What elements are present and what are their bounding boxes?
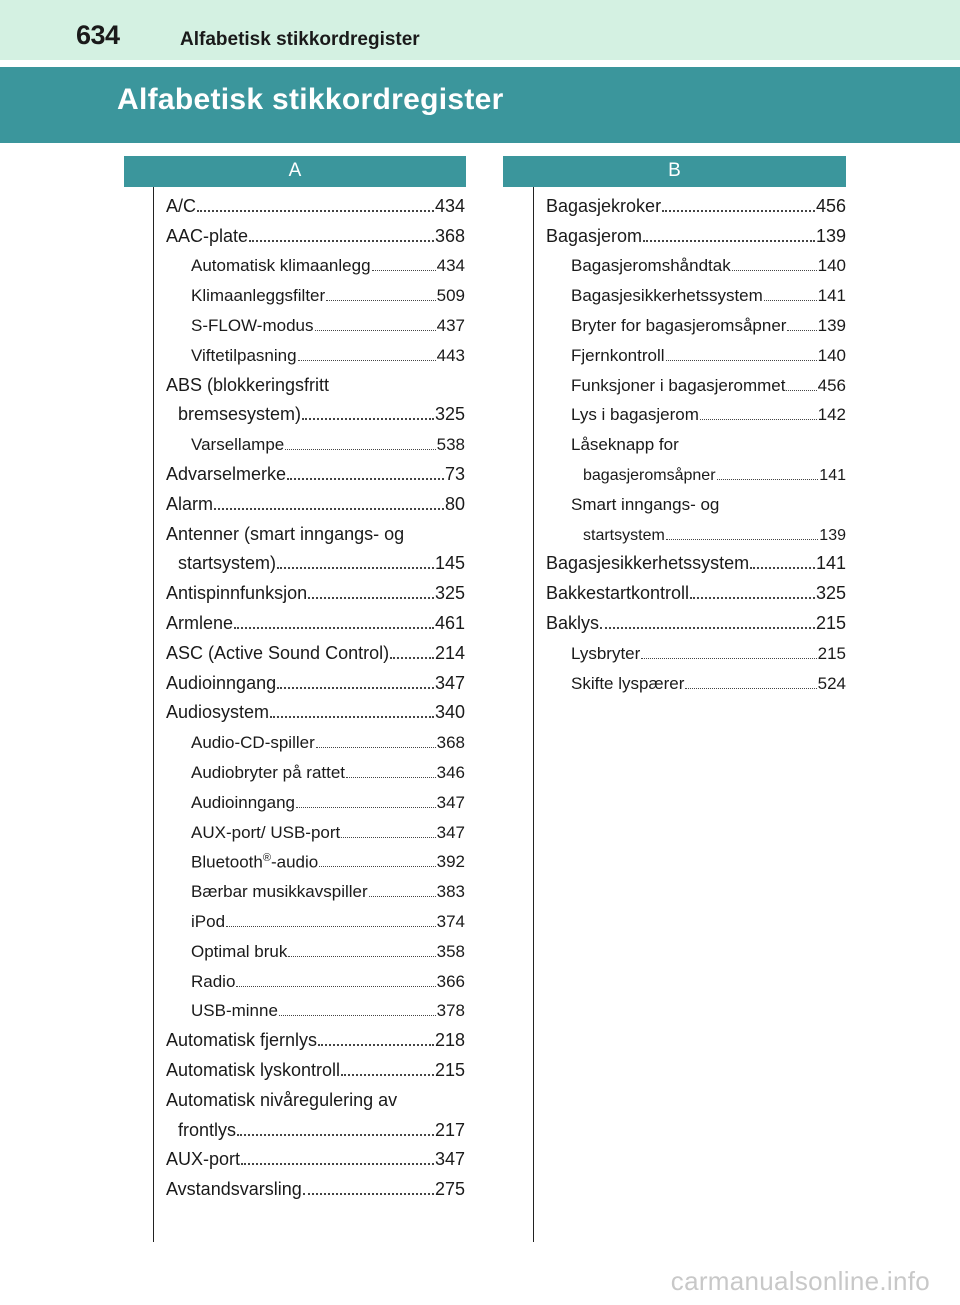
index-entry[interactable] xyxy=(166,992,465,1022)
index-entry-label: Bærbar musikkavspiller xyxy=(191,882,368,902)
index-entry-label: Fjernkontroll xyxy=(571,345,665,365)
dot-leader xyxy=(287,477,444,480)
index-entry-label: frontlys xyxy=(178,1119,237,1140)
dot-leader xyxy=(279,1014,436,1016)
index-entry-label: Smart inngangs- og xyxy=(571,494,720,514)
dot-leader xyxy=(318,1043,434,1046)
dot-leader xyxy=(717,478,819,480)
index-entry-page[interactable]: 215 xyxy=(434,1059,465,1080)
index-entry-label: Lysbryter xyxy=(571,643,641,663)
index-entry-label: Bakkestartkontroll xyxy=(546,583,690,604)
index-entry-page[interactable]: 325 xyxy=(815,583,846,604)
index-entry-page[interactable]: 347 xyxy=(436,822,465,842)
dot-leader xyxy=(685,687,816,689)
index-entry-page[interactable]: 141 xyxy=(817,286,846,306)
dot-leader xyxy=(390,656,434,659)
index-entry[interactable] xyxy=(166,336,465,366)
index-entry-page[interactable]: 392 xyxy=(436,852,465,872)
column-rule-a xyxy=(153,187,154,1242)
index-entry[interactable] xyxy=(166,872,465,902)
index-entry[interactable] xyxy=(546,306,846,336)
column-header-b: B xyxy=(503,156,846,187)
index-entry-page[interactable]: 140 xyxy=(817,256,846,276)
dot-leader xyxy=(277,686,434,689)
index-entry[interactable] xyxy=(546,574,846,604)
section-title: Alfabetisk stikkordregister xyxy=(117,83,504,116)
column-rule-b xyxy=(533,187,534,1242)
index-entry[interactable] xyxy=(166,396,465,426)
index-entry[interactable] xyxy=(166,1081,465,1111)
index-entry-label: Audio-CD-spiller xyxy=(191,733,315,753)
dot-leader xyxy=(700,418,817,420)
index-entry[interactable] xyxy=(166,1111,465,1141)
index-entry-page[interactable]: 140 xyxy=(817,345,846,365)
dot-leader xyxy=(249,239,434,242)
index-entry[interactable] xyxy=(546,604,846,634)
index-entry-label: Viftetilpasning xyxy=(191,345,297,365)
index-entry-label: Audiosystem xyxy=(166,702,270,723)
index-entry[interactable] xyxy=(546,485,846,515)
index-entry-page[interactable]: 456 xyxy=(817,375,846,395)
dot-leader xyxy=(372,269,436,271)
index-entry[interactable] xyxy=(166,366,465,396)
index-entry-page[interactable]: 368 xyxy=(434,225,465,246)
index-entry-page[interactable]: 141 xyxy=(815,553,846,574)
index-entry[interactable] xyxy=(166,1051,465,1081)
index-entry-page[interactable]: 347 xyxy=(436,792,465,812)
index-entry[interactable] xyxy=(166,1141,465,1171)
index-entry-label: Avstandsvarsling xyxy=(166,1179,302,1200)
dot-leader xyxy=(346,776,436,778)
index-entry[interactable] xyxy=(166,723,465,753)
index-entry-label-text: Bluetooth xyxy=(191,852,263,872)
dot-leader xyxy=(666,359,817,361)
index-entry-label: Advarselmerke xyxy=(166,463,287,484)
index-entry-label: Audioinngang xyxy=(166,672,277,693)
dot-leader xyxy=(326,299,435,301)
index-entry-label: Funksjoner i bagasjerommet xyxy=(571,375,786,395)
dot-leader xyxy=(296,806,436,808)
index-entry[interactable] xyxy=(546,455,846,485)
index-entry-page[interactable]: 215 xyxy=(817,643,846,663)
index-entry[interactable] xyxy=(166,306,465,336)
dot-leader xyxy=(226,925,436,927)
index-entry-label: Alarm xyxy=(166,493,214,514)
index-entry-page[interactable]: 509 xyxy=(436,286,465,306)
index-entry[interactable] xyxy=(166,485,465,515)
index-entry-label: Optimal bruk xyxy=(191,941,288,961)
index-entry[interactable] xyxy=(546,545,846,575)
index-entry[interactable] xyxy=(166,783,465,813)
index-entry-page[interactable]: 378 xyxy=(436,1001,465,1021)
index-entry-label: Audioinngang xyxy=(191,792,295,812)
index-entry[interactable] xyxy=(166,247,465,277)
index-entry-label: A/C xyxy=(166,195,197,216)
index-entry-label: startsystem) xyxy=(178,553,277,574)
index-entry-label: Automatisk nivåregulering av xyxy=(166,1089,398,1110)
page-number: 634 xyxy=(76,20,120,50)
running-title: Alfabetisk stikkordregister xyxy=(180,29,420,50)
dot-leader xyxy=(277,566,434,569)
index-entry-label: AUX-port/ USB-port xyxy=(191,822,341,842)
index-entry-page[interactable]: 366 xyxy=(436,971,465,991)
index-entry[interactable] xyxy=(546,276,846,306)
index-entry[interactable] xyxy=(166,187,465,217)
dot-leader xyxy=(787,329,816,331)
index-entry[interactable] xyxy=(166,753,465,783)
dot-leader xyxy=(341,1073,434,1076)
dot-leader xyxy=(302,417,434,420)
index-entry-label: Klimaanleggsfilter xyxy=(191,286,326,306)
dot-leader xyxy=(308,596,434,599)
dot-leader xyxy=(237,1133,434,1136)
dot-leader xyxy=(750,566,815,569)
index-entry[interactable] xyxy=(166,634,465,664)
index-entry[interactable] xyxy=(166,902,465,932)
top-header-band xyxy=(0,0,960,60)
index-entry-page[interactable]: 346 xyxy=(436,762,465,782)
index-entry-label: Bagasjesikkerhetssystem xyxy=(546,553,750,574)
index-entry-label-suffix: -audio xyxy=(270,852,319,872)
index-entry[interactable] xyxy=(166,932,465,962)
index-entry[interactable] xyxy=(546,425,846,455)
index-column-a xyxy=(166,187,465,1200)
index-entry-label: USB-minne xyxy=(191,1001,278,1021)
index-entry[interactable] xyxy=(546,634,846,664)
dot-leader xyxy=(600,626,815,629)
index-entry-label xyxy=(191,852,318,873)
index-entry[interactable] xyxy=(166,962,465,992)
dot-leader xyxy=(234,626,434,629)
index-entry-label: Armlene xyxy=(166,612,234,633)
index-entry-label: bagasjeromsåpner xyxy=(583,466,716,484)
index-entry-page[interactable]: 214 xyxy=(434,642,465,663)
index-entry-page[interactable]: 215 xyxy=(815,612,846,633)
index-entry-page[interactable]: 434 xyxy=(434,195,465,216)
index-entry[interactable] xyxy=(166,455,465,485)
index-entry-label: Antenner (smart inngangs- og xyxy=(166,523,405,544)
index-entry-label: AAC-plate xyxy=(166,225,249,246)
index-entry-label: AUX-port xyxy=(166,1149,241,1170)
index-entry-label: Skifte lyspærer xyxy=(571,673,685,693)
index-entry-page[interactable]: 275 xyxy=(434,1179,465,1200)
index-entry-label: Antispinnfunksjon xyxy=(166,583,308,604)
index-entry-label: Lys i bagasjerom xyxy=(571,405,699,425)
dot-leader xyxy=(303,1192,434,1195)
index-entry-page[interactable]: 456 xyxy=(815,195,846,216)
dot-leader xyxy=(369,895,436,897)
index-entry[interactable] xyxy=(166,425,465,455)
index-entry[interactable] xyxy=(546,396,846,426)
index-entry-page[interactable]: 218 xyxy=(434,1030,465,1051)
index-entry[interactable] xyxy=(166,813,465,843)
dot-leader xyxy=(270,715,434,718)
index-entry-page[interactable]: 443 xyxy=(436,345,465,365)
index-entry[interactable] xyxy=(546,187,846,217)
index-entry-page[interactable]: 461 xyxy=(434,612,465,633)
index-entry-page[interactable]: 340 xyxy=(434,702,465,723)
watermark: carmanualsonline.info xyxy=(670,1266,930,1296)
index-entry-page[interactable]: 325 xyxy=(434,404,465,425)
dot-leader xyxy=(214,507,444,510)
index-entry-page[interactable]: 139 xyxy=(819,526,846,544)
dot-leader xyxy=(298,359,436,361)
index-entry-label: Audiobryter på rattet xyxy=(191,762,346,782)
index-entry-label: Låseknapp for xyxy=(571,435,679,455)
dot-leader xyxy=(666,538,819,540)
dot-leader xyxy=(662,209,815,212)
index-entry[interactable] xyxy=(546,366,846,396)
index-entry-page[interactable]: 347 xyxy=(434,1149,465,1170)
index-entry[interactable] xyxy=(166,1021,465,1051)
index-entry-label: S-FLOW-modus xyxy=(191,315,314,335)
dot-leader xyxy=(241,1162,434,1165)
index-entry[interactable] xyxy=(166,694,465,724)
column-header-a: A xyxy=(124,156,466,187)
index-entry[interactable] xyxy=(546,336,846,366)
index-entry-label: Bagasjerom xyxy=(546,225,643,246)
dot-leader xyxy=(319,865,435,867)
index-entry-label: Automatisk lyskontroll xyxy=(166,1059,341,1080)
index-entry-page[interactable]: 434 xyxy=(436,256,465,276)
dot-leader xyxy=(732,269,817,271)
dot-leader xyxy=(288,955,435,957)
index-entry[interactable] xyxy=(166,276,465,306)
index-entry[interactable] xyxy=(166,545,465,575)
index-entry-label: Varsellampe xyxy=(191,435,285,455)
index-entry[interactable] xyxy=(546,247,846,277)
dot-leader xyxy=(236,985,435,987)
index-entry[interactable] xyxy=(546,664,846,694)
index-entry-label: iPod xyxy=(191,911,226,931)
dot-leader xyxy=(341,836,435,838)
index-entry-page[interactable]: 368 xyxy=(436,733,465,753)
index-entry[interactable] xyxy=(166,664,465,694)
dot-leader xyxy=(197,209,434,212)
index-entry-page[interactable]: 524 xyxy=(817,673,846,693)
index-entry-page[interactable]: 142 xyxy=(817,405,846,425)
dot-leader xyxy=(690,596,815,599)
index-entry-label: Bryter for bagasjeromsåpner xyxy=(571,315,787,335)
index-entry-label: Bagasjeromshåndtak xyxy=(571,256,731,276)
dot-leader xyxy=(641,657,816,659)
index-entry[interactable] xyxy=(166,217,465,247)
index-entry-label: Bagasjesikkerhetssystem xyxy=(571,286,763,306)
index-entry-page[interactable]: 141 xyxy=(819,466,846,484)
index-entry-label: Bagasjekroker xyxy=(546,195,662,216)
dot-leader xyxy=(764,299,817,301)
index-entry-label: Automatisk klimaanlegg xyxy=(191,256,371,276)
index-entry-page[interactable]: 217 xyxy=(434,1119,465,1140)
index-entry-label: ABS (blokkeringsfritt xyxy=(166,374,330,395)
registered-mark: ® xyxy=(262,851,271,864)
index-entry[interactable] xyxy=(166,843,465,873)
index-entry-page[interactable]: 383 xyxy=(436,882,465,902)
index-entry-page[interactable]: 325 xyxy=(434,583,465,604)
dot-leader xyxy=(643,239,815,242)
index-entry[interactable] xyxy=(546,217,846,247)
index-entry-page[interactable]: 80 xyxy=(444,493,465,514)
index-entry-label: ASC (Active Sound Control) xyxy=(166,642,390,663)
index-entry-label: Radio xyxy=(191,971,236,991)
index-entry-page[interactable]: 358 xyxy=(436,941,465,961)
index-entry-label: startsystem xyxy=(583,526,665,544)
index-entry[interactable] xyxy=(166,515,465,545)
index-entry-page[interactable]: 139 xyxy=(815,225,846,246)
dot-leader xyxy=(316,746,436,748)
index-entry-page[interactable]: 538 xyxy=(436,435,465,455)
index-entry-page[interactable]: 347 xyxy=(434,672,465,693)
index-entry[interactable] xyxy=(166,574,465,604)
index-entry[interactable] xyxy=(166,1170,465,1200)
index-entry-label: Automatisk fjernlys xyxy=(166,1030,318,1051)
index-entry-page[interactable]: 139 xyxy=(817,315,846,335)
index-column-b xyxy=(546,187,846,694)
dot-leader xyxy=(285,448,435,450)
dot-leader xyxy=(315,329,436,331)
index-entry-label: Baklys xyxy=(546,612,600,633)
index-entry-page[interactable]: 145 xyxy=(434,553,465,574)
index-entry-page[interactable]: 374 xyxy=(436,911,465,931)
index-entry[interactable] xyxy=(546,515,846,545)
index-entry-label: bremsesystem) xyxy=(178,404,302,425)
dot-leader xyxy=(786,389,816,391)
index-entry-page[interactable]: 73 xyxy=(444,463,465,484)
index-entry-page[interactable]: 437 xyxy=(436,315,465,335)
index-entry[interactable] xyxy=(166,604,465,634)
